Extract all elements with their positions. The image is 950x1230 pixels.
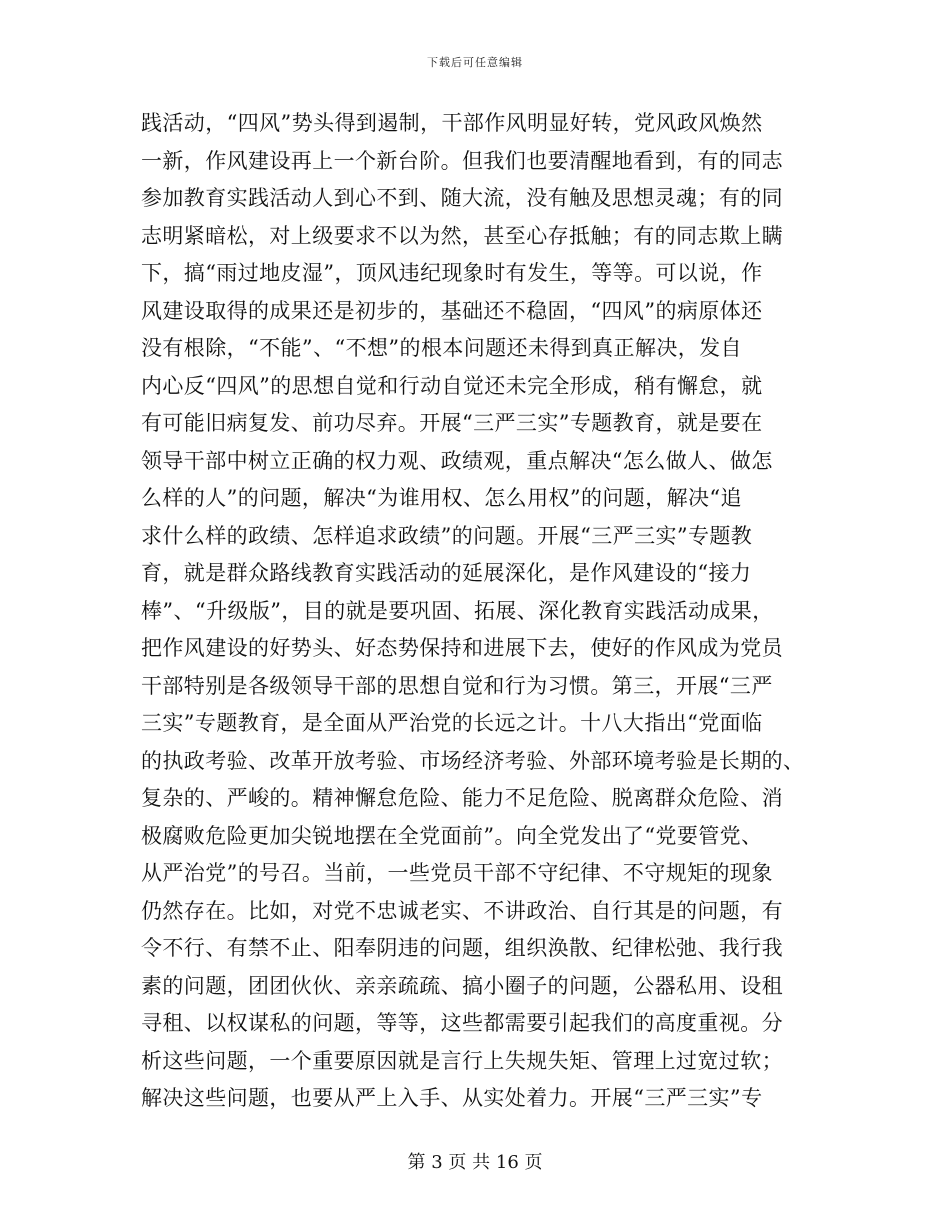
body-line: 析这些问题，一个重要原因就是言行上失规失矩、管理上过宽过软； [141, 1048, 783, 1073]
body-line: 求什么样的政绩、怎样追求政绩”的问题。开展“三严三实”专题教 [141, 523, 753, 548]
body-line: 践活动，“四风”势头得到遏制，干部作风明显好转，党风政风焕然 [141, 111, 763, 135]
body-line: 育，就是群众路线教育实践活动的延展深化，是作风建设的“接力 [141, 561, 752, 585]
body-line: 没有根除，“不能”、“不想”的根本问题还未得到真正解决，发自 [141, 336, 742, 360]
body-line: 风建设取得的成果还是初步的，基础还不稳固，“四风”的病原体还 [141, 298, 763, 323]
document-body [141, 105, 809, 1118]
body-line: 干部特别是各级领导干部的思想自觉和行为习惯。第三，开展“三严 [141, 673, 773, 698]
footer-prefix: 第 [407, 1152, 426, 1173]
body-line: 棒”、“升级版”，目的就是要巩固、拓展、深化教育实践活动成果， [141, 598, 774, 623]
body-line: 领导干部中树立正确的权力观、政绩观，重点解决“怎么做人、做怎 [141, 448, 773, 473]
body-line: 极腐败危险更加尖锐地摆在全党面前”。向全党发出了“党要管党、 [141, 823, 763, 848]
body-line: 令不行、有禁不止、阳奉阴违的问题，组织涣散、纪律松弛、我行我 [141, 936, 783, 960]
footer-suffix: 页 [524, 1152, 543, 1173]
body-line: 志明紧暗松，对上级要求不以为然，甚至心存抵触；有的同志欺上瞒 [141, 223, 783, 248]
body-line: 复杂的、严峻的。精神懈怠危险、能力不足危险、脱离群众危险、消 [141, 786, 783, 810]
body-line: 素的问题，团团伙伙、亲亲疏疏、搞小圈子的问题，公器私用、设租 [141, 973, 783, 998]
footer-middle: 页 共 [448, 1152, 491, 1173]
body-line: 仍然存在。比如，对党不忠诚老实、不讲政治、自行其是的问题，有 [141, 898, 783, 923]
body-line: 么样的人”的问题，解决“为谁用权、怎么用权”的问题，解决“追 [141, 486, 742, 510]
body-line: 内心反“四风”的思想自觉和行动自觉还未完全形成，稍有懈怠，就 [141, 373, 763, 398]
body-line: 解决这些问题，也要从严上入手、从实处着力。开展“三严三实”专 [141, 1086, 763, 1110]
total-page-count: 16 [495, 1152, 519, 1173]
body-line: 下，搞“雨过地皮湿”，顶风违纪现象时有发生，等等。可以说，作 [141, 261, 763, 285]
page-header: 下载后可任意编辑 [427, 56, 523, 69]
current-page-number: 3 [431, 1152, 443, 1173]
body-line: 有可能旧病复发、前功尽弃。开展“三严三实”专题教育，就是要在 [141, 411, 763, 435]
body-line: 一新，作风建设再上一个新台阶。但我们也要清醒地看到，有的同志 [141, 148, 783, 173]
body-line: 从严治党”的号召。当前，一些党员干部不守纪律、不守规矩的现象 [141, 861, 773, 885]
body-line: 三实”专题教育，是全面从严治党的长远之计。十八大指出“党面临 [141, 711, 763, 735]
body-line: 参加教育实践活动人到心不到、随大流，没有触及思想灵魂；有的同 [141, 186, 783, 210]
page-number-footer [0, 1148, 950, 1174]
body-line: 的执政考验、改革开放考验、市场经济考验、外部环境考验是长期的、 [141, 748, 805, 773]
body-line: 把作风建设的好势头、好态势保持和进展下去，使好的作风成为党员 [141, 636, 783, 660]
body-line: 寻租、以权谋私的问题，等等，这些都需要引起我们的高度重视。分 [141, 1011, 783, 1035]
